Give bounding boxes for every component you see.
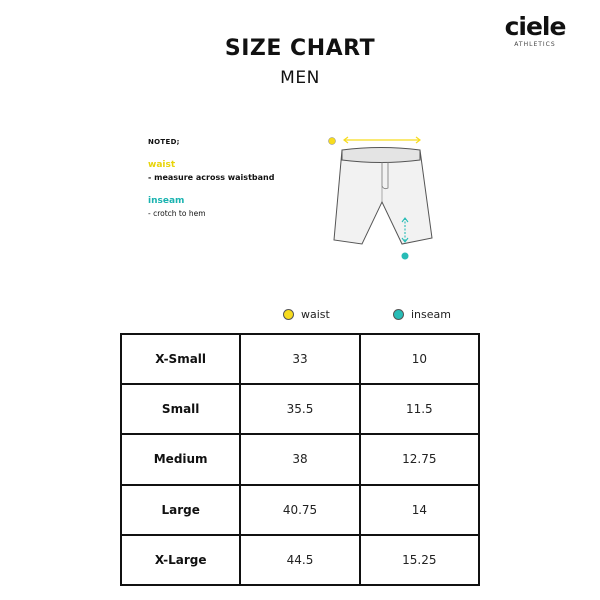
size-cell: Small: [121, 384, 240, 434]
waist-cell: 33: [240, 334, 359, 384]
size-table: [120, 333, 480, 586]
inseam-cell: 10: [360, 334, 479, 384]
waist-cell: 40.75: [240, 485, 359, 535]
brand-tagline: ATHLETICS: [514, 41, 556, 48]
waist-legend-dot: [283, 309, 294, 320]
shorts-illustration: [322, 130, 442, 265]
size-cell: X-Large: [121, 535, 240, 585]
table-row: [121, 485, 479, 535]
notes-heading: NOTED;: [148, 138, 180, 146]
size-cell: X-Small: [121, 334, 240, 384]
inseam-term: inseam: [148, 196, 185, 206]
waist-cell: 35.5: [240, 384, 359, 434]
brand-name: ciele: [504, 12, 566, 41]
shorts-waistband: [342, 148, 420, 163]
waist-measure-arrow: [344, 137, 420, 143]
measurement-notes: [148, 138, 274, 218]
legend-inseam-label: inseam: [411, 308, 451, 321]
inseam-cell: 12.75: [360, 434, 479, 484]
page-subtitle: MEN: [280, 68, 320, 88]
table-row: [121, 384, 479, 434]
legend-waist: [283, 308, 330, 321]
inseam-legend-dot: [393, 309, 404, 320]
inseam-cell: 14: [360, 485, 479, 535]
waist-cell: 44.5: [240, 535, 359, 585]
table-row: [121, 434, 479, 484]
shorts-body: [334, 150, 432, 244]
size-cell: Large: [121, 485, 240, 535]
size-cell: Medium: [121, 434, 240, 484]
waist-description: - measure across waistband: [148, 173, 275, 182]
table-row: [121, 535, 479, 585]
table-row: [121, 334, 479, 384]
legend-waist-label: waist: [301, 308, 330, 321]
waist-cell: 38: [240, 434, 359, 484]
inseam-cell: 15.25: [360, 535, 479, 585]
waist-term: waist: [148, 160, 176, 170]
legend-inseam: [393, 308, 451, 321]
page-title: SIZE CHART: [224, 36, 376, 61]
inseam-cell: 11.5: [360, 384, 479, 434]
inseam-description: - crotch to hem: [148, 209, 206, 218]
waist-marker-dot: [329, 138, 336, 145]
inseam-marker-dot: [402, 253, 409, 260]
